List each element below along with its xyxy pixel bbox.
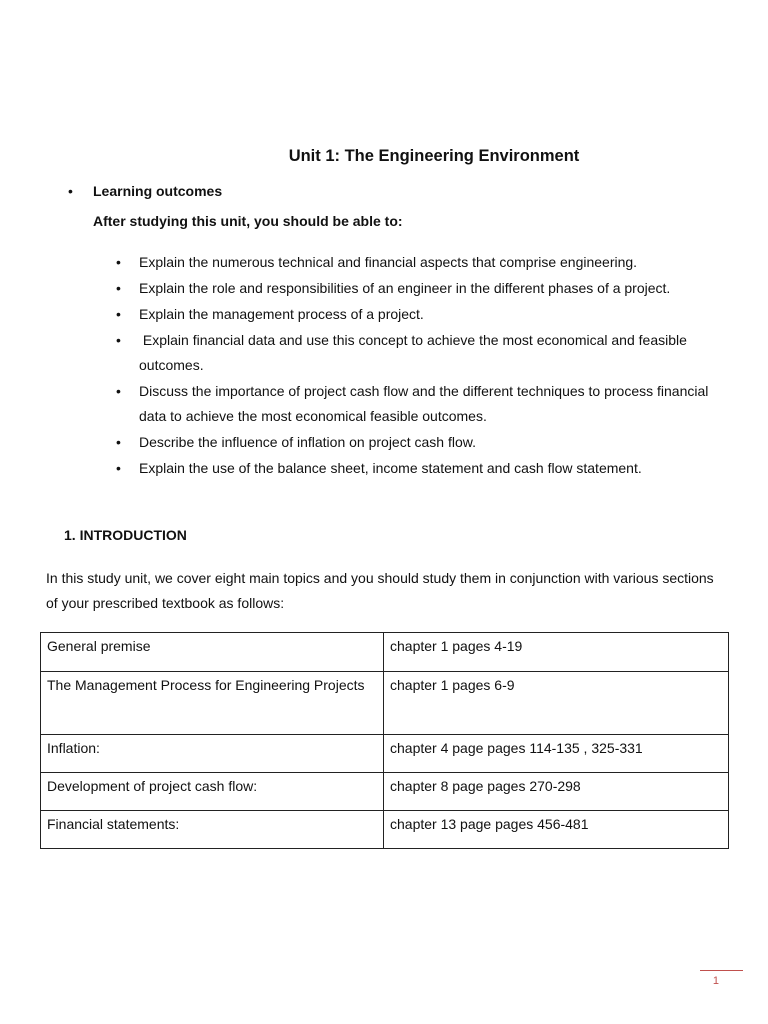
learning-outcomes-list (116, 250, 726, 482)
list-item (116, 302, 726, 327)
page-number: 1 (712, 975, 719, 987)
learning-outcomes-intro: After studying this unit, you should be able to: (93, 213, 403, 229)
bullet-icon: • (116, 306, 121, 322)
list-item-text: Explain the numerous technical and financial aspects that comprise engineering. (139, 254, 638, 270)
table-cell-reference: chapter 1 pages 6-9 (384, 672, 729, 735)
table-cell-topic: Inflation: (41, 735, 384, 773)
list-item-text: Explain the use of the balance sheet, income statement and cash flow statement. (139, 460, 642, 476)
list-item-text: Explain financial data and use this concept to achieve the most economical and feasible outcomes. (139, 332, 691, 373)
topics-table (40, 632, 729, 849)
page-title: Unit 1: The Engineering Environment (288, 147, 580, 165)
table-cell-reference: chapter 1 pages 4-19 (384, 633, 729, 672)
list-item-text: Explain the role and responsibilities of an engineer in the different phases of a project. (139, 280, 671, 296)
list-item-text: Discuss the importance of project cash flow and the different techniques to process financial data to achieve the most economical feasible outcomes. (139, 383, 709, 424)
list-item-text: Explain the management process of a project. (139, 306, 424, 322)
introduction-heading: 1. INTRODUCTION (64, 527, 187, 543)
list-item (116, 328, 726, 378)
table-row (41, 633, 729, 672)
learning-outcomes-heading: Learning outcomes (93, 183, 223, 199)
table-cell-topic: Financial statements: (41, 811, 384, 849)
list-item (116, 250, 726, 275)
bullet-icon: • (116, 383, 121, 399)
table-cell-reference: chapter 13 page pages 456-481 (384, 811, 729, 849)
list-item (116, 430, 726, 455)
bullet-icon: • (116, 460, 121, 476)
table-cell-topic: The Management Process for Engineering Projects (41, 672, 384, 735)
list-item (116, 456, 726, 481)
table-row (41, 811, 729, 849)
table-cell-topic: General premise (41, 633, 384, 672)
introduction-paragraph: In this study unit, we cover eight main topics and you should study them in conjunction with various sections of your prescribed textbook as follows: (46, 570, 714, 611)
table-row (41, 735, 729, 773)
bullet-icon: • (116, 254, 121, 270)
list-item-text: Describe the influence of inflation on project cash flow. (139, 434, 476, 450)
bullet-icon: • (116, 332, 121, 348)
list-item (116, 276, 726, 301)
table-cell-topic: Development of project cash flow: (41, 773, 384, 811)
learning-outcomes-bullet: • (68, 183, 73, 199)
table-cell-reference: chapter 4 page pages 114-135 , 325-331 (384, 735, 729, 773)
table-row (41, 672, 729, 735)
table-row (41, 773, 729, 811)
bullet-icon: • (116, 280, 121, 296)
list-item (116, 379, 726, 429)
footer-divider (700, 970, 743, 971)
bullet-icon: • (116, 434, 121, 450)
table-cell-reference: chapter 8 page pages 270-298 (384, 773, 729, 811)
